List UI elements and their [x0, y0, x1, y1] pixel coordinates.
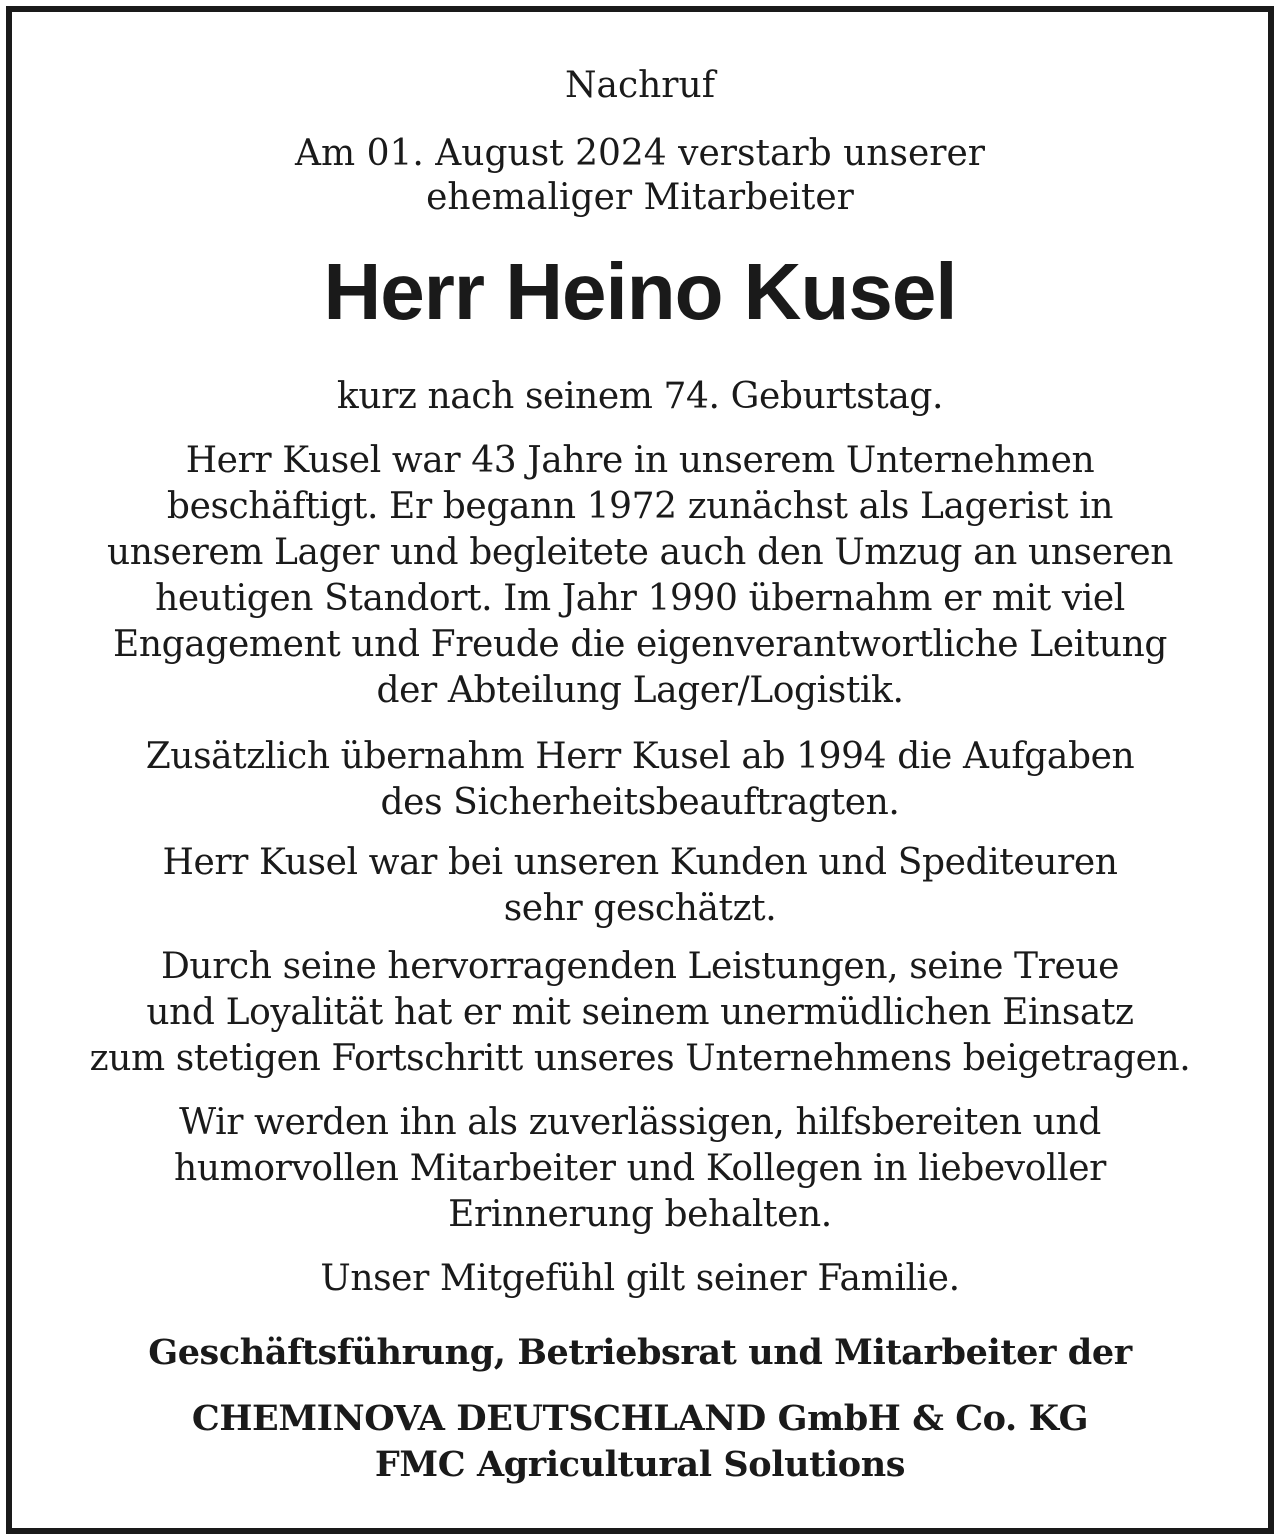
- safety-paragraph: [52, 734, 1228, 826]
- paragraph-line: Unser Mitgefühl gilt seiner Familie.: [320, 1258, 960, 1299]
- paragraph-line: Durch seine hervorragenden Leistungen, seine Treue: [160, 946, 1120, 987]
- signature-division: FMC Agricultural Solutions: [374, 1444, 906, 1485]
- paragraph-line: heutigen Standort. Im Jahr 1990 übernahm er mit viel: [155, 578, 1125, 619]
- obituary-heading: Nachruf: [564, 65, 716, 106]
- paragraph-line: Zusätzlich übernahm Herr Kusel ab 1994 die Aufgaben: [145, 736, 1135, 777]
- paragraph-line: kurz nach seinem 74. Geburtstag.: [336, 376, 944, 417]
- condolence-paragraph: [52, 1256, 1228, 1302]
- paragraph-line: unserem Lager und begleitete auch den Umzug an unseren: [106, 532, 1174, 573]
- remembrance-paragraph: [52, 1100, 1228, 1238]
- customers-paragraph: [52, 840, 1228, 932]
- paragraph-line: Herr Kusel war 43 Jahre in unserem Unternehmen: [185, 440, 1095, 481]
- paragraph-line: Erinnerung behalten.: [448, 1194, 832, 1235]
- achievements-paragraph: [52, 944, 1228, 1082]
- career-paragraph: [52, 438, 1228, 714]
- paragraph-line: beschäftigt. Er begann 1972 zunächst als Lagerist in: [166, 486, 1114, 527]
- paragraph-line: humorvollen Mitarbeiter und Kollegen in liebevoller: [174, 1148, 1106, 1189]
- signature-line: Geschäftsführung, Betriebsrat und Mitarbeiter der: [148, 1332, 1132, 1373]
- paragraph-line: Wir werden ihn als zuverlässigen, hilfsbereiten und: [179, 1102, 1101, 1143]
- paragraph-line: zum stetigen Fortschritt unseres Unternehmens beigetragen.: [89, 1038, 1191, 1079]
- paragraph-line: des Sicherheitsbeauftragten.: [380, 782, 900, 823]
- deceased-name: Herr Heino Kusel: [323, 247, 957, 336]
- paragraph-line: sehr geschätzt.: [503, 888, 777, 929]
- paragraph-line: Engagement und Freude die eigenverantwortliche Leitung: [112, 624, 1168, 665]
- obituary-frame: [6, 6, 1274, 1534]
- paragraph-line: Herr Kusel war bei unseren Kunden und Spediteuren: [162, 842, 1118, 883]
- birthday-paragraph: [52, 374, 1228, 420]
- paragraph-line: und Loyalität hat er mit seinem unermüdlichen Einsatz: [146, 992, 1134, 1033]
- signature-company: CHEMINOVA DEUTSCHLAND GmbH & Co. KG: [191, 1398, 1089, 1439]
- announcement-line: Am 01. August 2024 verstarb unserer: [295, 133, 985, 174]
- paragraph-line: der Abteilung Lager/Logistik.: [376, 670, 904, 711]
- death-announcement: [12, 132, 1268, 220]
- announcement-line: ehemaliger Mitarbeiter: [426, 177, 854, 218]
